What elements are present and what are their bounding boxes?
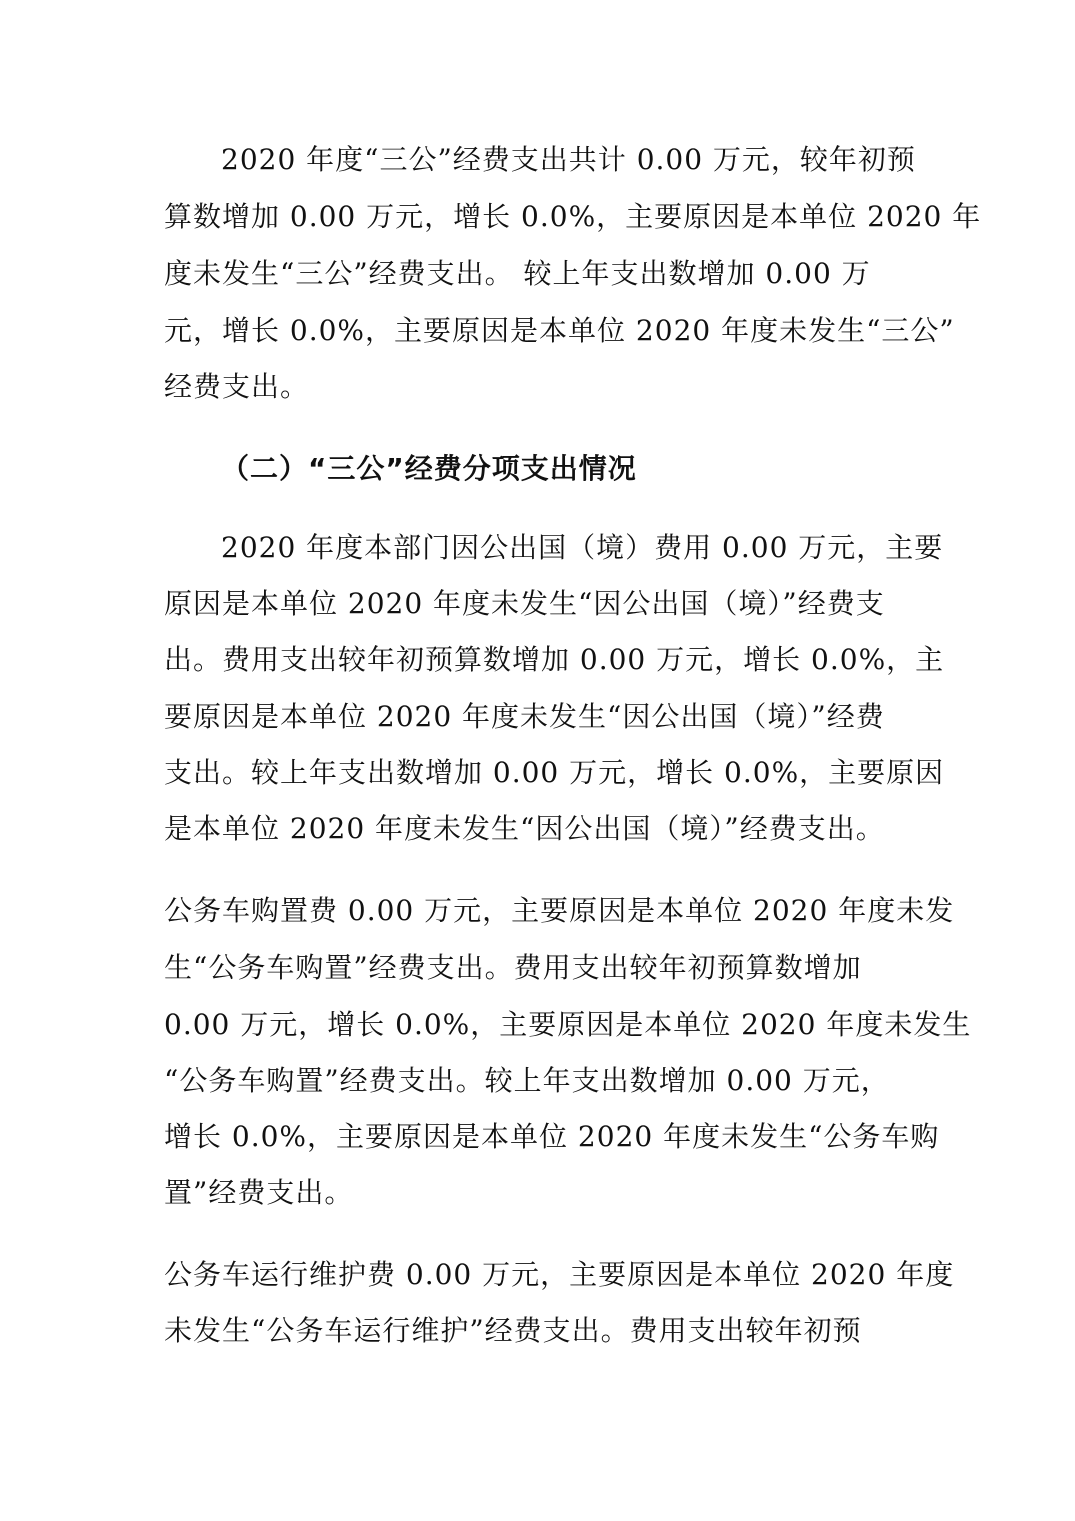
text-line: 公务车运行维护费 0.00 万元，主要原因是本单位 2020 年度 bbox=[164, 1258, 955, 1291]
text-line: 增长 0.0%，主要原因是本单位 2020 年度未发生“公务车购 bbox=[164, 1120, 940, 1153]
text-line: 0.00 万元，增长 0.0%，主要原因是本单位 2020 年度未发生 bbox=[164, 1008, 972, 1041]
text-line: 是本单位 2020 年度未发生“因公出国（境）”经费支出。 bbox=[164, 812, 885, 845]
text-line: 未发生“公务车运行维护”经费支出。费用支出较年初预 bbox=[164, 1314, 862, 1347]
text-line: 原因是本单位 2020 年度未发生“因公出国（境）”经费支 bbox=[164, 587, 885, 620]
text-line: 元，增长 0.0%，主要原因是本单位 2020 年度未发生“三公” bbox=[164, 314, 955, 347]
text-line: 度未发生“三公”经费支出。 较上年支出数增加 0.00 万 bbox=[164, 257, 871, 290]
text-line: 经费支出。 bbox=[164, 370, 310, 403]
section-heading: （二）“三公”经费分项支出情况 bbox=[221, 452, 637, 485]
text-line: 出。费用支出较年初预算数增加 0.00 万元，增长 0.0%，主 bbox=[164, 643, 945, 676]
text-line: 要原因是本单位 2020 年度未发生“因公出国（境）”经费 bbox=[164, 700, 885, 733]
text-line: 2020 年度“三公”经费支出共计 0.00 万元，较年初预 bbox=[221, 143, 916, 176]
text-line: 算数增加 0.00 万元，增长 0.0%，主要原因是本单位 2020 年 bbox=[164, 200, 982, 233]
text-line: 支出。较上年支出数增加 0.00 万元，增长 0.0%，主要原因 bbox=[164, 756, 945, 789]
text-line: 2020 年度本部门因公出国（境）费用 0.00 万元，主要 bbox=[221, 531, 944, 564]
text-line: 置”经费支出。 bbox=[164, 1176, 354, 1209]
text-line: “公务车购置”经费支出。较上年支出数增加 0.00 万元， bbox=[164, 1064, 890, 1097]
text-line: 生“公务车购置”经费支出。费用支出较年初预算数增加 bbox=[164, 951, 862, 984]
text-line: 公务车购置费 0.00 万元，主要原因是本单位 2020 年度未发 bbox=[164, 894, 955, 927]
